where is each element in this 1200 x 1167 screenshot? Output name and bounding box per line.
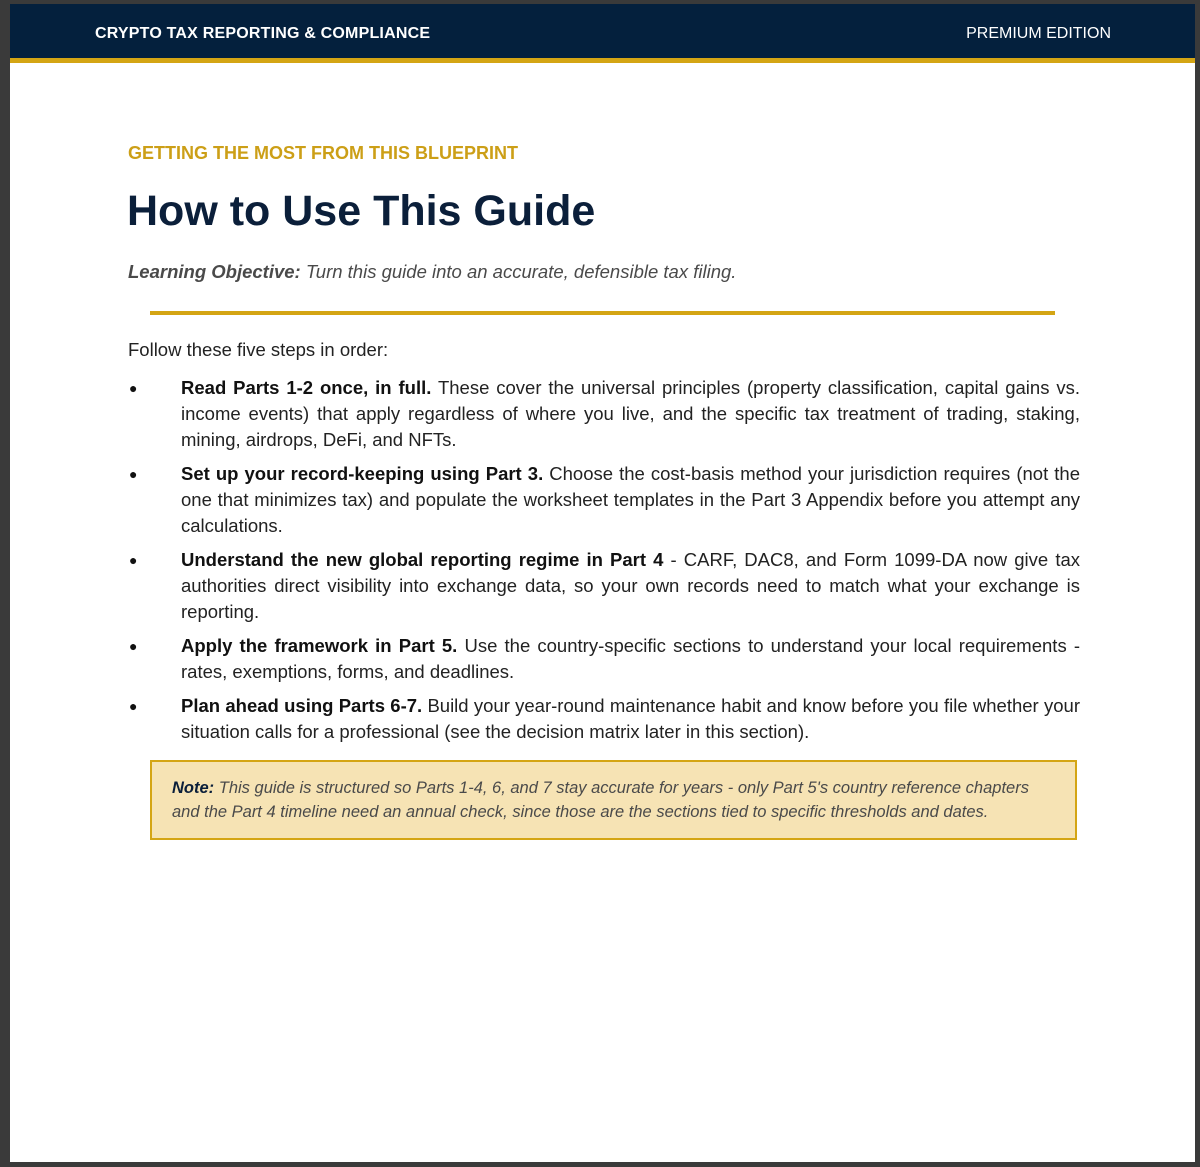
page-title: How to Use This Guide (127, 187, 596, 235)
step-item (128, 461, 1080, 539)
section-divider (150, 311, 1055, 315)
step-item (128, 633, 1080, 685)
step-text: Choose the cost-basis method your jurisdiction requires (not the one that minimizes tax) and populate the worksheet templates in the Part 3 Appendix before you attempt any calculations. (181, 463, 1081, 536)
step-text: These cover the universal principles (property classification, capital gains vs. income events) that apply regardless of where you live, and the specific tax treatment of trading, staking, mining, airdrops, DeFi, and NFTs. (181, 377, 1080, 450)
note-label: Note: (172, 779, 215, 797)
steps-intro: Follow these five steps in order: (128, 339, 389, 360)
steps-list (128, 375, 1080, 753)
step-lead: Read Parts 1-2 once, in full. (181, 377, 432, 398)
header-gold-rule (10, 58, 1195, 63)
bullet-icon: ● (129, 466, 138, 482)
bullet-icon: ● (129, 552, 138, 568)
section-eyebrow: GETTING THE MOST FROM THIS BLUEPRINT (128, 143, 518, 163)
header-title: CRYPTO TAX REPORTING & COMPLIANCE (95, 25, 431, 42)
step-item (128, 693, 1080, 745)
step-text: - CARF, DAC8, and Form 1099-DA now give tax authorities direct visibility into exchange data, so your own records need to match what your exchange is reporting. (181, 549, 1080, 622)
step-text: Use the country-specific sections to understand your local requirements - rates, exemptions, forms, and deadlines. (181, 635, 1081, 682)
step-lead: Apply the framework in Part 5. (181, 635, 458, 656)
step-text: Build your year-round maintenance habit and know before you file whether your situation calls for a professional (see the decision matrix later in this section). (181, 695, 1080, 742)
document-page (10, 4, 1195, 1162)
step-item (128, 375, 1080, 453)
note-text: This guide is structured so Parts 1-4, 6, and 7 stay accurate for years - only Part 5's country reference chapters and the Part 4 timeline need an annual check, since those are the sections tied to specific thresholds and dates. (172, 779, 1029, 821)
note-callout (150, 760, 1077, 840)
step-lead: Plan ahead using Parts 6-7. (181, 695, 423, 716)
learning-objective (128, 261, 736, 283)
edition-label: PREMIUM EDITION (966, 25, 1111, 42)
page-header (10, 4, 1195, 58)
bullet-icon: ● (129, 380, 138, 396)
step-lead: Understand the new global reporting regime in Part 4 (181, 549, 664, 570)
bullet-icon: ● (129, 698, 138, 714)
step-lead: Set up your record-keeping using Part 3. (181, 463, 544, 484)
bullet-icon: ● (129, 638, 138, 654)
learning-objective-text: Turn this guide into an accurate, defensible tax filing. (300, 261, 737, 282)
learning-objective-label: Learning Objective: (128, 261, 301, 282)
step-item (128, 547, 1080, 625)
